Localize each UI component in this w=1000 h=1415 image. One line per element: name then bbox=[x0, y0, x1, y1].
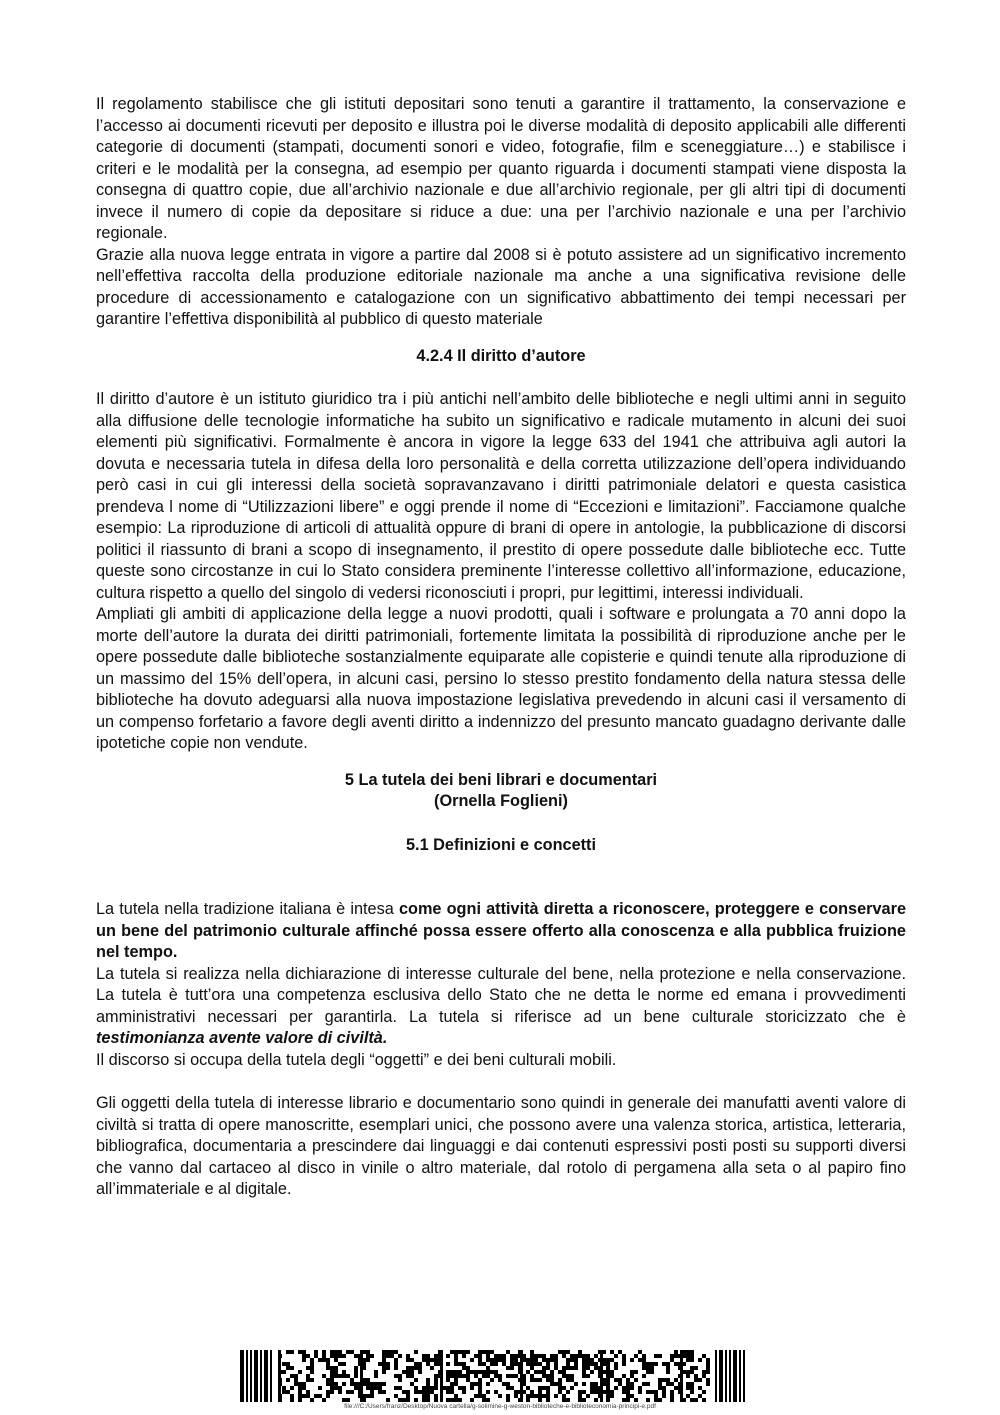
chapter-heading-title: 5 La tutela dei beni librari e documentari bbox=[344, 770, 658, 789]
section-heading-copyright: 4.2.4 Il diritto d’autore bbox=[416, 346, 586, 365]
paragraph-tutela-realization bbox=[96, 964, 906, 1050]
barcode-graphic bbox=[240, 1350, 745, 1402]
paragraph-deposit-rules: Il regolamento stabilisce che gli istituti depositari sono tenuti a garantire il trattamento, la conservazione e l’accesso ai documenti ricevuti per deposito e illustra poi le diverse modalità di deposito applicabili alle differenti categorie di documenti (stampati, documenti sonori e video, fotografie, film e sceneggiature…) e stabilisce i criteri e le modalità per la consegna, ad esempio per quanto riguarda i documenti stampati viene disposta la consegna di quattro copie, due all’archivio nazionale e due all’archivio regionale, per gli altri tipi di documenti invece il numero di copie da depositare si riduce a due: una per l’archivio nazionale e una per l’archivio regionale. bbox=[96, 95, 906, 242]
page-body bbox=[96, 94, 906, 1201]
barcode bbox=[240, 1350, 745, 1402]
paragraph-copyright-history: Il diritto d’autore è un istituto giuridico tra i più antichi nell’ambito delle biblioteche e negli ultimi anni in seguito alla diffusione delle tecnologie informatiche ha subito un significativo e radicale mutamento in alcuni dei suoi elementi più significativi. Formalmente è ancora in vigore la legge 633 del 1941 che attribuiva agli autori la dovuta e necessaria tutela in difesa della loro personalità e della corretta utilizzazione dell’opera individuando però casi in cui gli interessi della società sopravanzavano i diritti patrimoniale delatori e questa casistica prendeva l nome di “Utilizzazioni libere” e oggi prende il nome di “Eccezioni e limitazioni”. Facciamone qualche esempio: La riproduzione di articoli di attualità oppure di brani di opere in antologie, la pubblicazione di discorsi politici il riassunto di brani a scopo di insegnamento, il prestito di opere possedute dalle biblioteche ecc. Tutte queste sono circostanze in cui lo Stato considera preminente l’interesse collettivo all’informazione, educazione, cultura rispetto a quello del singolo di vedersi riconosciuti i propri, pur legittimi, interessi individuali. bbox=[96, 390, 906, 602]
paragraph-copyright-scope: Ampliati gli ambiti di applicazione della legge a nuovi prodotti, quali i software e prolungata a 70 anni dopo la morte dell’autore la durata dei diritti patrimoniali, fortemente limitata la possibilità di riproduzione anche per le opere possedute dalle biblioteche sostanzialmente equiparate alle copisterie e quindi tenute alla riproduzione di un massimo del 15% dell’opera, in alcuni casi, persino lo stesso prestito fondamento della natura stessa delle biblioteche ha dovuto adeguarsi alla nuova impostazione legislativa prevedendo in alcuni casi il versamento di un compenso forfetario a favore degli aventi diritto a indennizzo del presunto mancato guadagno derivante dalle ipotetiche copie non vendute. bbox=[96, 605, 906, 752]
civilization-value-emphasis: testimonianza avente valore di civiltà. bbox=[96, 1029, 388, 1047]
paragraph-tutela-definition bbox=[96, 899, 906, 964]
chapter-heading-author: (Ornella Foglieni) bbox=[434, 792, 568, 810]
paragraph-new-law: Grazie alla nuova legge entrata in vigore a partire dal 2008 si è potuto assistere ad un significativo incremento nell’effettiva raccolta della produzione editoriale nazionale ma anche a una significativa revisione delle procedure di accessionamento e catalogazione con un significativo abbattimento dei tempi necessari per garantire l’effettiva disponibilità al pubblico di questo materiale bbox=[96, 245, 906, 328]
paragraph-mobile-goods: Il discorso si occupa della tutela degli “oggetti” e dei beni culturali mobili. bbox=[96, 1050, 617, 1069]
tutela-intro-text: La tutela nella tradizione italiana è intesa bbox=[96, 900, 399, 918]
tutela-realization-text: La tutela si realizza nella dichiarazione di interesse culturale del bene, nella protezione e nella conservazione. La tutela è tutt’ora una competenza esclusiva dello Stato che ne detta le norme ed emana i provvedimenti amministrativi necessari per garantirla. La tutela si riferisce ad un bene culturale storicizzato che è bbox=[96, 964, 906, 1026]
section-heading-definitions: 5.1 Definizioni e concetti bbox=[406, 835, 596, 854]
tutela-definition-bold: come ogni attività diretta a riconoscere, proteggere e conservare un bene del patrimonio culturale affinché possa essere offerto alla conoscenza e alla pubblica fruizione nel tempo. bbox=[96, 900, 906, 961]
footer-file-path: file:///C:/Users/franz/Desktop/Nuova cartella/g-solimine-g-weston-biblioteche-e-biblioteconomia-principi-e.pdf bbox=[344, 1403, 656, 1410]
paragraph-objects-of-tutela: Gli oggetti della tutela di interesse librario e documentario sono quindi in generale dei manufatti aventi valore di civiltà si tratta di opere manoscritte, esemplari unici, che possono avere una valenza storica, artistica, letteraria, bibliografica, documentaria a prescindere dai linguaggi e dai contenuti espressivi posti posti su supporti diversi che vanno dal cartaceo al disco in vinile o altro materiale, dal rotolo di pergamena alla seta o al papiro fino all’immateriale e al digitale. bbox=[96, 1094, 906, 1198]
